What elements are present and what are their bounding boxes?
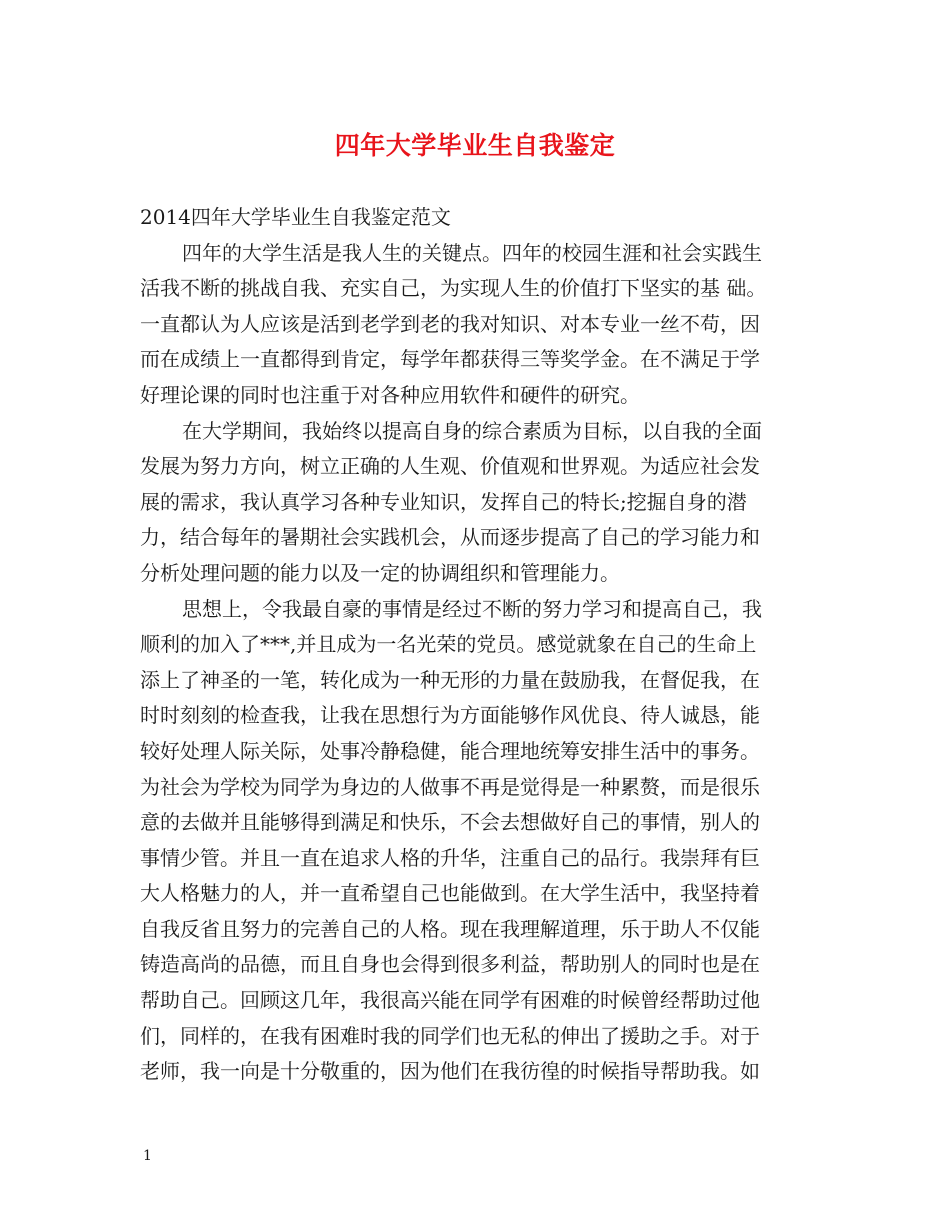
paragraph-line: 思想上，令我最自豪的事情是经过不断的努力学习和提高自己，我: [182, 596, 762, 621]
paragraph-line: 铸造高尚的品德，而且自身也会得到很多利益，帮助别人的同时也是在: [140, 952, 760, 977]
paragraph-line: 四年的大学生活是我人生的关键点。四年的校园生涯和社会实践生: [182, 240, 762, 265]
paragraph-line: 展的需求，我认真学习各种专业知识，发挥自己的特长;挖掘自身的潜: [140, 489, 747, 514]
paragraph-line: 们，同样的，在我有困难时我的同学们也无私的伸出了援助之手。对于: [140, 1023, 760, 1048]
document-title: 四年大学毕业生自我鉴定: [334, 131, 616, 160]
paragraph-line: 力，结合每年的暑期社会实践机会，从而逐步提高了自己的学习能力和: [140, 525, 760, 550]
paragraph-line: 自我反省且努力的完善自己的人格。现在我理解道理，乐于助人不仅能: [140, 916, 760, 941]
paragraph-line: 活我不断的挑战自我、充实自己，为实现人生的价值打下坚实的基 础。: [140, 276, 767, 301]
paragraph-line: 时时刻刻的检查我，让我在思想行为方面能够作风优良、待人诚恳，能: [140, 703, 760, 728]
paragraph-line: 意的去做并且能够得到满足和快乐，不会去想做好自己的事情，别人的: [140, 810, 760, 835]
paragraph-line: 事情少管。并且一直在追求人格的升华，注重自己的品行。我崇拜有巨: [140, 845, 760, 870]
paragraph-line: 而在成绩上一直都得到肯定，每学年都获得三等奖学金。在不满足于学: [140, 347, 760, 372]
paragraph-line: 老师，我一向是十分敬重的，因为他们在我彷徨的时候指导帮助我。如: [140, 1059, 760, 1084]
paragraph-line: 分析处理问题的能力以及一定的协调组织和管理能力。: [140, 560, 620, 585]
document-subtitle: 2014四年大学毕业生自我鉴定范文: [140, 205, 451, 229]
document-body: [140, 200, 812, 1090]
paragraph-line: 为社会为学校为同学为身边的人做事不再是觉得是一种累赘，而是很乐: [140, 774, 760, 799]
paragraph-line: 帮助自己。回顾这几年，我很高兴能在同学有困难的时候曾经帮助过他: [140, 988, 760, 1013]
page-number: 1: [143, 1148, 152, 1164]
paragraph-line: 好理论课的同时也注重于对各种应用软件和硬件的研究。: [140, 382, 640, 407]
paragraph-line: 发展为努力方向，树立正确的人生观、价值观和世界观。为适应社会发: [140, 454, 760, 479]
paragraph-line: 一直都认为人应该是活到老学到老的我对知识、对本专业一丝不苟，因: [140, 311, 760, 336]
paragraph-line: 在大学期间，我始终以提高自身的综合素质为目标，以自我的全面: [182, 418, 762, 443]
paragraph-line: 较好处理人际关际，处事冷静稳健，能合理地统筹安排生活中的事务。: [140, 738, 760, 763]
paragraph-line: 顺利的加入了***,并且成为一名光荣的党员。感觉就象在自己的生命上: [140, 632, 757, 657]
paragraph-line: 添上了神圣的一笔，转化成为一种无形的力量在鼓励我，在督促我，在: [140, 667, 760, 692]
paragraph-line: 大人格魅力的人，并一直希望自己也能做到。在大学生活中，我坚持着: [140, 881, 760, 906]
